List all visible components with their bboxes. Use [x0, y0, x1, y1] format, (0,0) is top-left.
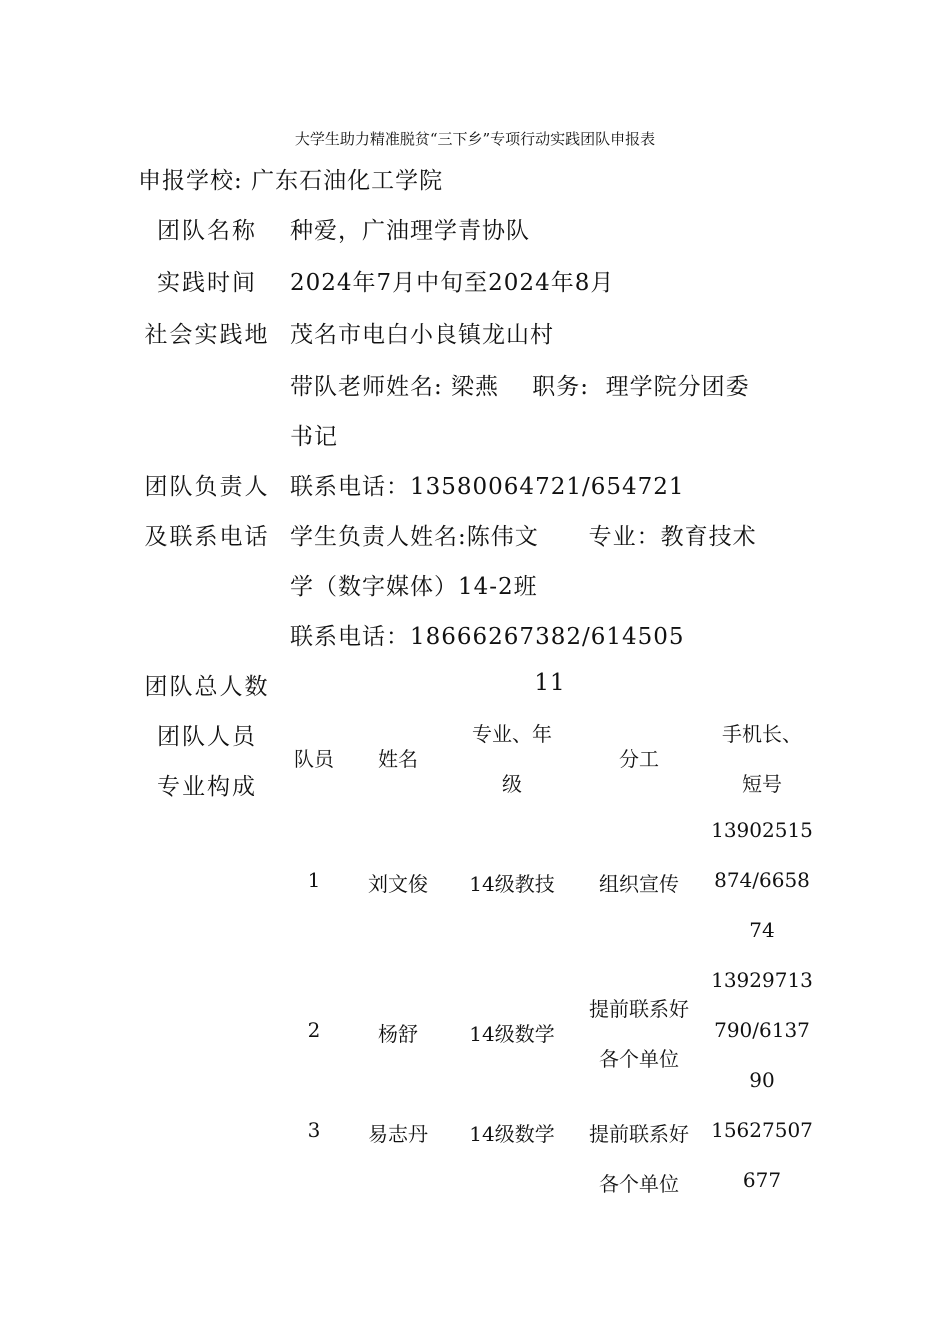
teacher-name-line: 带队老师姓名: 梁燕 职务: 理学院分团委 [290, 374, 750, 400]
student-name-line: 学生负责人姓名:陈伟文 专业：教育技术 [290, 524, 757, 550]
practice-place-label: 社会实践地 [144, 322, 270, 348]
practice-time-label: 实践时间 [157, 270, 257, 296]
header-major-line2: 级 [502, 772, 522, 796]
row-name: 易志丹 [368, 1122, 428, 1146]
row-major: 14级数学 [469, 1122, 555, 1146]
practice-time-value: 2024年7月中旬至2024年8月 [290, 270, 615, 296]
team-name-value: 种爱，广油理学青协队 [290, 218, 530, 244]
header-phone-line1: 手机长、 [722, 722, 802, 746]
row-role-line2: 各个单位 [599, 1172, 679, 1196]
row-major: 14级数学 [469, 1022, 555, 1046]
row-phone-line1: 15627507 [711, 1118, 813, 1142]
row-phone-line1: 13902515 [711, 818, 813, 842]
teacher-phone: 联系电话：13580064721/654721 [290, 474, 685, 500]
document-title: 大学生助力精准脱贫“三下乡”专项行动实践团队申报表 [294, 130, 656, 148]
leader-label-line2: 及联系电话 [144, 524, 270, 550]
total-label: 团队总人数 [144, 674, 270, 700]
row-no: 1 [307, 868, 321, 892]
row-phone-line2: 790/6137 [714, 1018, 810, 1042]
row-phone-line1: 13929713 [711, 968, 813, 992]
row-phone-line2: 874/6658 [714, 868, 810, 892]
row-phone-line3: 74 [749, 918, 775, 942]
header-no: 队员 [294, 747, 334, 771]
row-phone-line2: 677 [742, 1168, 782, 1192]
header-name: 姓名 [378, 747, 418, 771]
school-label: 申报学校: [138, 168, 243, 194]
row-role-line1: 提前联系好 [589, 997, 689, 1021]
members-label-line1: 团队人员 [157, 724, 257, 750]
school-value: 广东石油化工学院 [251, 168, 444, 194]
student-major-line: 学（数字媒体）14-2班 [290, 574, 538, 600]
row-major: 14级教技 [469, 872, 555, 896]
practice-place-value: 茂名市电白小良镇龙山村 [290, 322, 554, 348]
row-no: 3 [307, 1118, 321, 1142]
total-value: 11 [534, 670, 566, 696]
row-role-line2: 各个单位 [599, 1047, 679, 1071]
team-name-label: 团队名称 [157, 218, 257, 244]
row-role: 组织宣传 [599, 872, 679, 896]
leader-label-line1: 团队负责人 [144, 474, 270, 500]
row-name: 刘文俊 [368, 872, 428, 896]
header-phone-line2: 短号 [742, 772, 782, 796]
row-role-line1: 提前联系好 [589, 1122, 689, 1146]
row-phone-line3: 90 [749, 1068, 775, 1092]
header-role: 分工 [619, 747, 659, 771]
teacher-title-line: 书记 [290, 424, 338, 450]
members-label-line2: 专业构成 [157, 774, 257, 800]
header-major-line1: 专业、年 [472, 722, 552, 746]
row-no: 2 [307, 1018, 321, 1042]
student-phone: 联系电话：18666267382/614505 [290, 624, 685, 650]
school-row [138, 162, 443, 195]
row-name: 杨舒 [378, 1022, 418, 1046]
